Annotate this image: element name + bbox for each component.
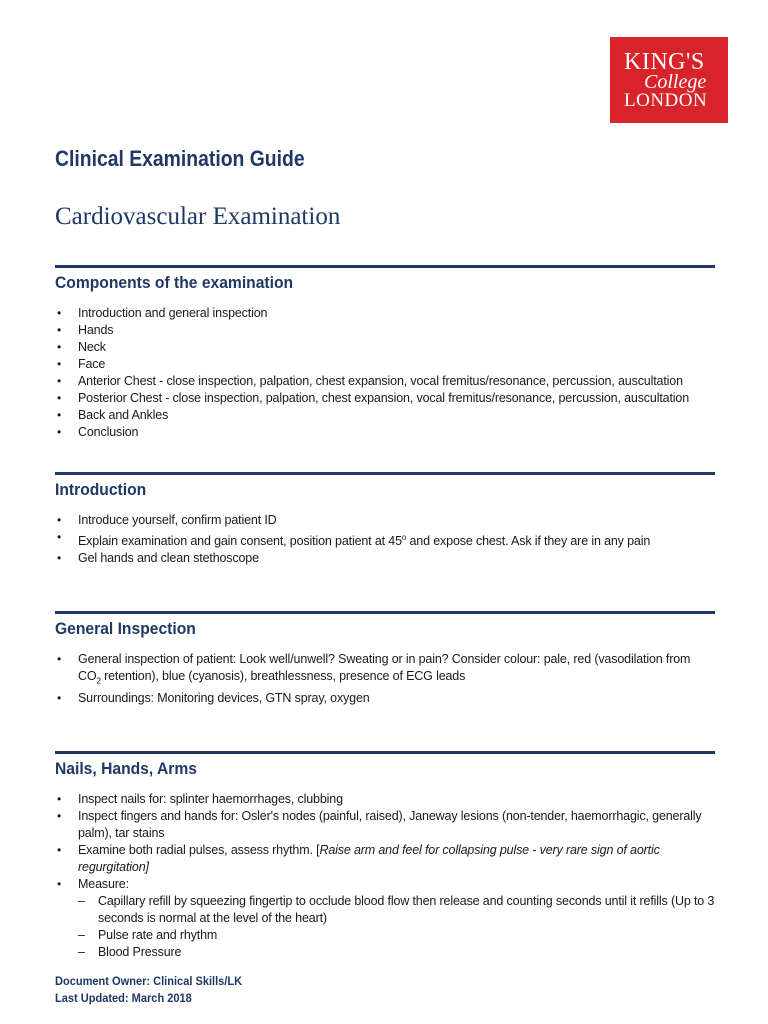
- logo-text-college: College: [644, 71, 707, 93]
- section-divider: [55, 611, 715, 614]
- list-item-text: Examine both radial pulses, assess rhythm. [: [78, 843, 320, 857]
- list-item: • Introduce yourself, confirm patient ID: [55, 512, 715, 529]
- section-divider: [55, 472, 715, 475]
- measure-sublist: [78, 893, 715, 961]
- list-item: [55, 876, 715, 961]
- list-item: • Introduction and general inspection: [55, 305, 715, 322]
- subscript-2: 2: [96, 676, 101, 686]
- list-item: • Inspect fingers and hands for: Osler's nodes (painful, raised), Janeway lesions (non-tender, haemorrhagic, generally palm), tar stains: [55, 808, 715, 842]
- section-introduction: [55, 472, 715, 567]
- sublist-item: – Pulse rate and rhythm: [78, 927, 715, 944]
- kings-college-london-logo: [610, 37, 728, 123]
- list-item-text: Measure:: [78, 877, 129, 891]
- section-general-inspection: [55, 611, 715, 707]
- list-item: • Anterior Chest - close inspection, palpation, chest expansion, vocal fremitus/resonance, percussion, auscultation: [55, 373, 715, 390]
- list-item: • Gel hands and clean stethoscope: [55, 550, 715, 567]
- list-item: • Inspect nails for: splinter haemorrhages, clubbing: [55, 791, 715, 808]
- section-components: [55, 265, 715, 441]
- list-item: [55, 651, 715, 690]
- list-item: [55, 529, 715, 550]
- list-item: • Back and Ankles: [55, 407, 715, 424]
- section-divider: [55, 265, 715, 268]
- nails-hands-arms-list: [55, 791, 715, 961]
- document-title: Clinical Examination Guide: [55, 146, 305, 171]
- degree-superscript: o: [401, 533, 407, 542]
- introduction-list: [55, 512, 715, 567]
- list-item-text: retention), blue (cyanosis), breathlessness, presence of ECG leads: [100, 669, 466, 683]
- list-item: [55, 842, 715, 876]
- document-footer: [55, 973, 242, 1007]
- components-list: [55, 305, 715, 441]
- section-heading-components: Components of the examination: [55, 273, 294, 292]
- list-item: • Posterior Chest - close inspection, palpation, chest expansion, vocal fremitus/resonance, percussion, auscultation: [55, 390, 715, 407]
- section-nails-hands-arms: [55, 751, 715, 961]
- general-inspection-list: [55, 651, 715, 707]
- document-subtitle: Cardiovascular Examination: [55, 203, 341, 230]
- logo-text-london: LONDON: [624, 90, 708, 111]
- section-heading-general-inspection: General Inspection: [55, 619, 196, 638]
- footer-document-owner: Document Owner: Clinical Skills/LK: [55, 974, 243, 988]
- section-heading-introduction: Introduction: [55, 480, 147, 499]
- logo-text-kings: KING'S: [624, 49, 705, 75]
- list-item-italic-note: Raise arm and feel for collapsing pulse - very rare sign of aortic regurgitation]: [78, 843, 660, 874]
- list-item: • Hands: [55, 322, 715, 339]
- section-divider: [55, 751, 715, 754]
- section-heading-nails-hands-arms: Nails, Hands, Arms: [55, 759, 197, 778]
- sublist-item: – Blood Pressure: [78, 944, 715, 961]
- list-item: • Face: [55, 356, 715, 373]
- list-item: • Neck: [55, 339, 715, 356]
- list-item-text: and expose chest. Ask if they are in any pain: [406, 534, 651, 549]
- list-item: • Conclusion: [55, 424, 715, 441]
- footer-last-updated: Last Updated: March 2018: [55, 991, 192, 1005]
- list-item-text: General inspection of patient: Look well/unwell? Sweating or in pain? Consider colour: pale, red (vasodilation from CO: [78, 652, 691, 683]
- list-item: • Surroundings: Monitoring devices, GTN spray, oxygen: [55, 690, 715, 707]
- list-item-text: Explain examination and gain consent, position patient at 45: [78, 534, 402, 549]
- sublist-item: – Capillary refill by squeezing fingertip to occlude blood flow then release and counting seconds until it refills (Up to 3 seconds is normal at the level of the heart): [78, 893, 715, 927]
